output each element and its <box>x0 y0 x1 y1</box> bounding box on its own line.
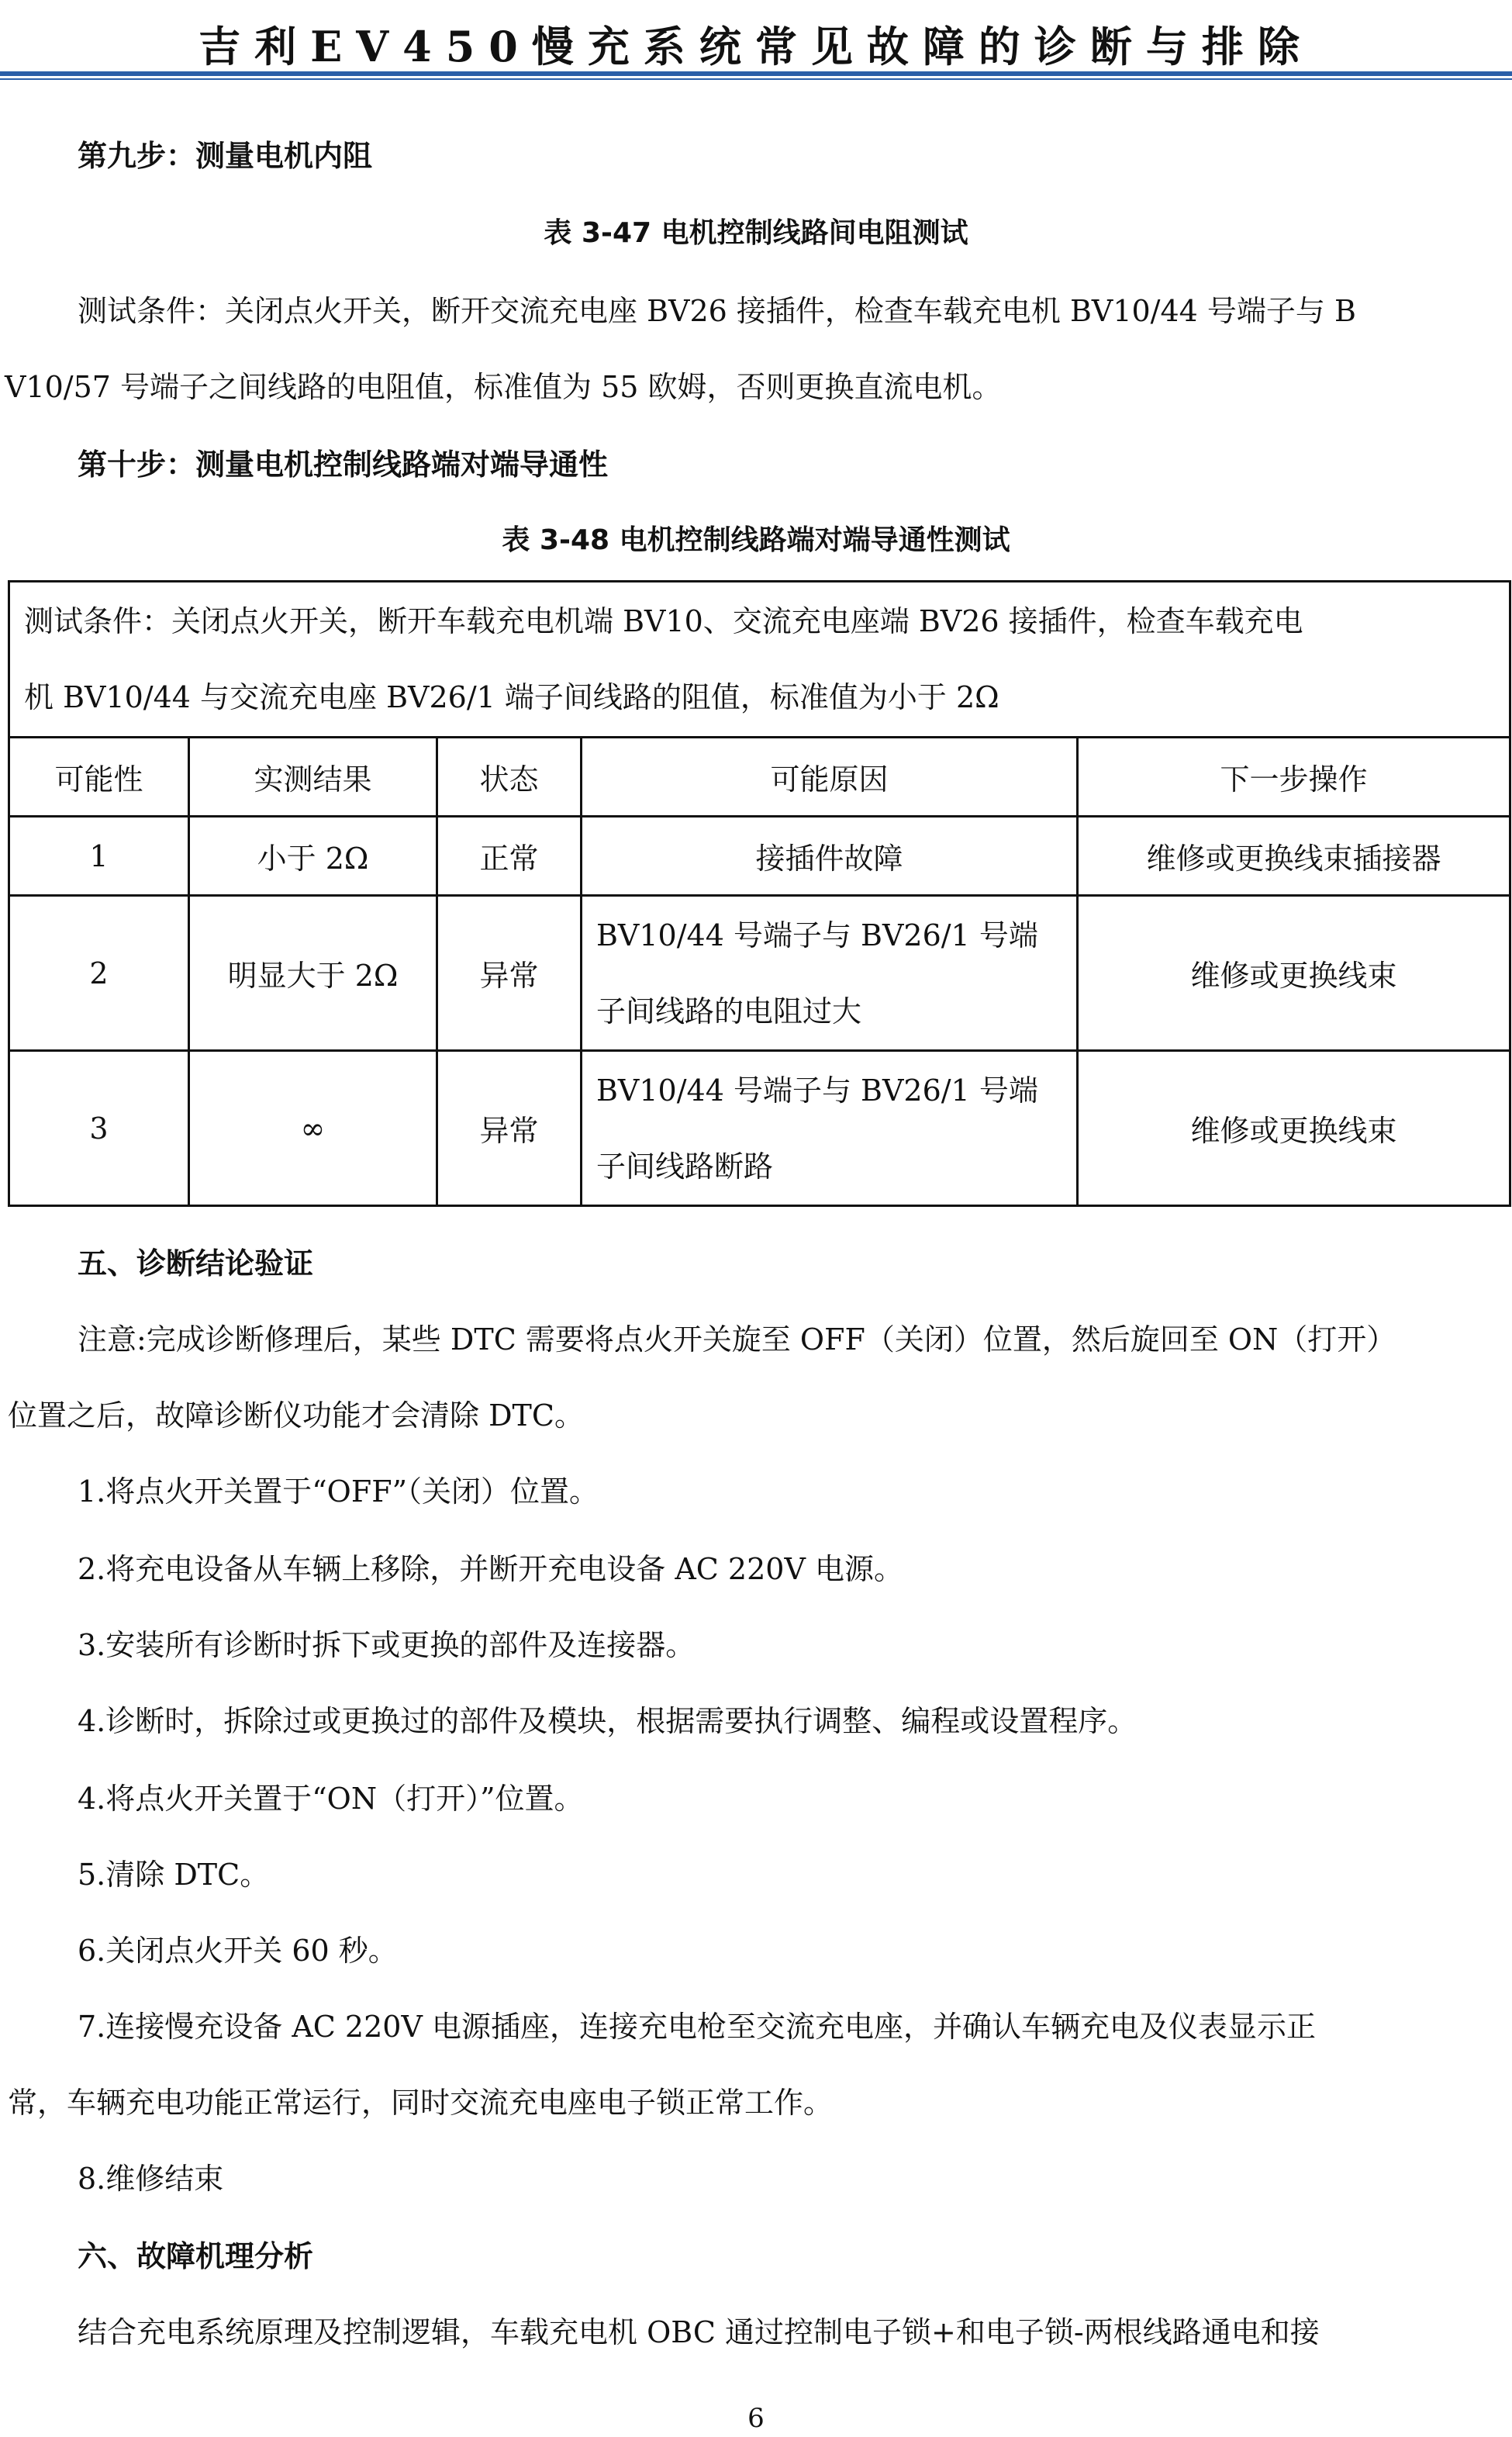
table-3-47-caption: 表 3-47 电机控制线路间电阻测试 <box>544 217 968 249</box>
cause-line2: 子间线路的电阻过大 <box>596 994 862 1028</box>
column-header-possibility: 可能性 <box>9 738 189 817</box>
cell-next: 维修或更换线束 <box>1078 896 1510 1051</box>
cell-cause <box>582 1051 1078 1206</box>
cell-next: 维修或更换线束 <box>1078 1051 1510 1206</box>
cell-status: 异常 <box>437 1051 582 1206</box>
page-header <box>0 0 1512 74</box>
cell-next: 维修或更换线束插接器 <box>1078 817 1510 896</box>
test-condition-line2: 机 BV10/44 与交流充电座 BV26/1 端子间线路的阻值，标准值为小于 2Ω <box>24 680 999 714</box>
verify-step: 4.诊断时，拆除过或更换过的部件及模块，根据需要执行调整、编程或设置程序。 <box>78 1704 1137 1738</box>
test-condition-line1: 测试条件：关闭点火开关，断开车载充电机端 BV10、交流充电座端 BV26 接插件，检查车载充电 <box>24 604 1303 638</box>
verify-step: 3.安装所有诊断时拆下或更换的部件及连接器。 <box>78 1628 696 1662</box>
cell-result: ∞ <box>189 1051 437 1206</box>
header-rule-thick <box>0 71 1512 76</box>
table-row <box>9 896 1510 1051</box>
table-condition-row <box>9 582 1510 738</box>
section5-heading: 五、诊断结论验证 <box>78 1246 314 1281</box>
verify-step: 6.关闭点火开关 60 秒。 <box>78 1934 398 1968</box>
column-header-cause: 可能原因 <box>582 738 1078 817</box>
note-line2: 位置之后，故障诊断仪功能才会清除 DTC。 <box>8 1398 584 1433</box>
step9-condition-line2: V10/57 号端子之间线路的电阻值，标准值为 55 欧姆，否则更换直流电机。 <box>5 370 1002 404</box>
page-number: 6 <box>747 2403 765 2434</box>
cause-line1: BV10/44 号端子与 BV26/1 号端 <box>596 918 1038 952</box>
cell-result: 小于 2Ω <box>189 817 437 896</box>
header-title: 吉利EV450慢充系统常见故障的诊断与排除 <box>198 22 1314 71</box>
column-header-next: 下一步操作 <box>1078 738 1510 817</box>
verify-step: 8.维修结束 <box>78 2162 224 2196</box>
cell-status: 正常 <box>437 817 582 896</box>
note-line1: 注意:完成诊断修理后，某些 DTC 需要将点火开关旋至 OFF（关闭）位置，然后旋回至 ON（打开） <box>78 1322 1396 1357</box>
verify-step-continuation: 常，车辆充电功能正常运行，同时交流充电座电子锁正常工作。 <box>8 2086 834 2120</box>
header-rule-thin <box>0 78 1512 80</box>
verify-step: 4.将点火开关置于“ON（打开）”位置。 <box>78 1782 584 1816</box>
cell-cause <box>582 896 1078 1051</box>
cell-possibility: 3 <box>9 1051 189 1206</box>
verify-step: 2.将充电设备从车辆上移除，并断开充电设备 AC 220V 电源。 <box>78 1552 903 1586</box>
cause-line2: 子间线路断路 <box>596 1149 774 1184</box>
continuity-test-table <box>8 580 1511 1207</box>
step10-heading: 第十步：测量电机控制线路端对端导通性 <box>78 448 609 482</box>
section6-line1: 结合充电系统原理及控制逻辑，车载充电机 OBC 通过控制电子锁+和电子锁-两根线路通电和接 <box>78 2315 1320 2349</box>
table-row <box>9 1051 1510 1206</box>
cell-possibility: 1 <box>9 817 189 896</box>
cause-line1: BV10/44 号端子与 BV26/1 号端 <box>596 1073 1038 1108</box>
verify-step: 5.清除 DTC。 <box>78 1858 270 1892</box>
test-condition-cell <box>9 582 1510 738</box>
cell-result: 明显大于 2Ω <box>189 896 437 1051</box>
cell-status: 异常 <box>437 896 582 1051</box>
verify-step: 1.将点火开关置于“OFF”（关闭）位置。 <box>78 1474 599 1509</box>
verify-step: 7.连接慢充设备 AC 220V 电源插座，连接充电枪至交流充电座，并确认车辆充电及仪表显示正 <box>78 2010 1316 2044</box>
section6-heading: 六、故障机理分析 <box>78 2239 314 2273</box>
table-header-row <box>9 738 1510 817</box>
table-3-48-caption: 表 3-48 电机控制线路端对端导通性测试 <box>502 524 1010 556</box>
step9-heading: 第九步：测量电机内阻 <box>78 139 373 173</box>
cell-cause: 接插件故障 <box>582 817 1078 896</box>
cell-possibility: 2 <box>9 896 189 1051</box>
table-row <box>9 817 1510 896</box>
column-header-result: 实测结果 <box>189 738 437 817</box>
step9-condition-line1: 测试条件：关闭点火开关，断开交流充电座 BV26 接插件，检查车载充电机 BV10/44 号端子与 B <box>78 294 1356 328</box>
column-header-status: 状态 <box>437 738 582 817</box>
